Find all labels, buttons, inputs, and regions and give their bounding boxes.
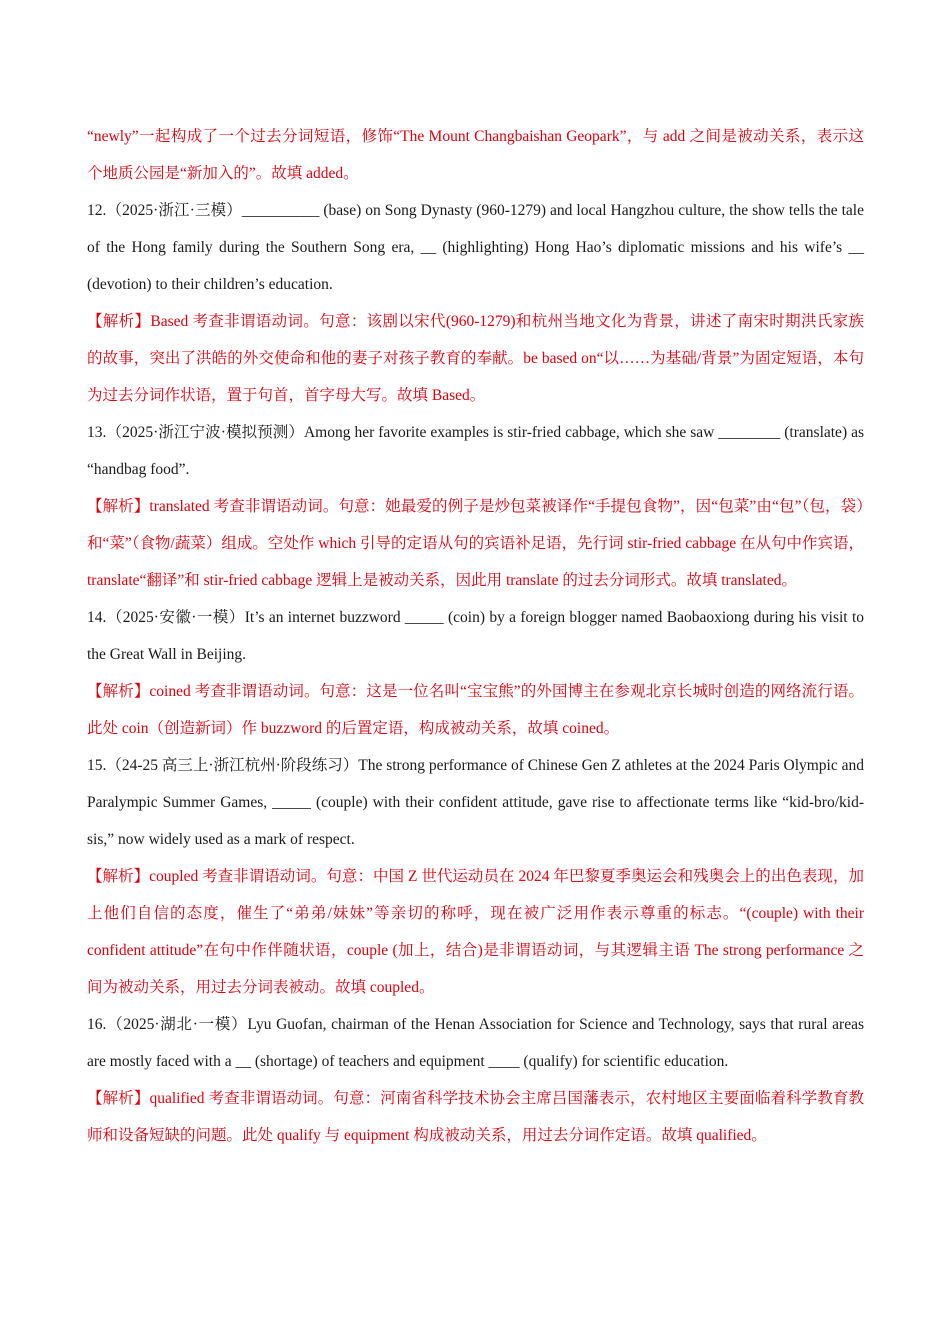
continued-explanation: “newly”一起构成了一个过去分词短语，修饰“The Mount Changbaishan Geopark”，与 add 之间是被动关系，表示这个地质公园是“新加入的”。故填 added。: [87, 128, 864, 182]
explanation-text: Based 考查非谓语动词。句意：该剧以宋代(960-1279)和杭州当地文化为背景，讲述了南宋时期洪氏家族的故事，突出了洪皓的外交使命和他的妻子对孩子教育的奉献。be based on“以……为基础/背景”为固定短语，本句为过去分词作状语，置于句首，首字母大写。故填 Based。: [87, 313, 864, 404]
question-15: 15.（24-25 高三上·浙江杭州·阶段练习）The strong performance of Chinese Gen Z athletes at the 2024 Paris Olympic and Paralympic Summer Games, _____ (couple) with their confident attitude, gave rise to affectionate terms like “kid-bro/kid-sis,” now widely used as a mark of respect.: [87, 757, 864, 848]
explanation-14: [87, 673, 864, 747]
explanation-text: coined 考查非谓语动词。句意：这是一位名叫“宝宝熊”的外国博主在参观北京长城时创造的网络流行语。此处 coin（创造新词）作 buzzword 的后置定语，构成被动关系，故填 coined。: [87, 683, 864, 737]
explanation-text: translated 考查非谓语动词。句意：她最爱的例子是炒包菜被译作“手提包食物”，因“包菜”由“包”（包，袋）和“菜”（食物/蔬菜）组成。空处作 which 引导的定语从句的宾语补足语，先行词 stir-fried cabbage 在从句中作宾语，translate“翻译”和 stir-fried cabbage 逻辑上是被动关系，因此用 translate 的过去分词形式。故填 translated。: [87, 498, 864, 589]
question-13: 13.（2025·浙江宁波·模拟预测）Among her favorite examples is stir-fried cabbage, which she saw ________ (translate) as “handbag food”.: [87, 424, 864, 478]
exercise-content: [87, 118, 864, 1154]
explanation-tag: 【解析】: [87, 498, 150, 515]
explanation-text: qualified 考查非谓语动词。句意：河南省科学技术协会主席吕国藩表示，农村地区主要面临着科学教育教师和设备短缺的问题。此处 qualify 与 equipment 构成被动关系，用过去分词作定语。故填 qualified。: [87, 1090, 864, 1144]
question-14: 14.（2025·安徽·一模）It’s an internet buzzword _____ (coin) by a foreign blogger named Baobaoxiong during his visit to the Great Wall in Beijing.: [87, 609, 864, 663]
explanation-tag: 【解析】: [87, 313, 151, 330]
question-16: 16.（2025·湖北·一模）Lyu Guofan, chairman of the Henan Association for Science and Technology, says that rural areas are mostly faced with a __ (shortage) of teachers and equipment ____ (qualify) for scientific education.: [87, 1016, 864, 1070]
explanation-tag: 【解析】: [87, 1090, 150, 1107]
explanation-15: [87, 858, 864, 1006]
explanation-text: coupled 考查非谓语动词。句意：中国 Z 世代运动员在 2024 年巴黎夏季奥运会和残奥会上的出色表现，加上他们自信的态度，催生了“弟弟/妹妹”等亲切的称呼，现在被广泛用作表示尊重的标志。“(couple) with their confident attitude”在句中作伴随状语，couple (加上，结合)是非谓语动词，与其逻辑主语 The strong performance 之间为被动关系，用过去分词表被动。故填 coupled。: [87, 868, 864, 996]
explanation-tag: 【解析】: [87, 683, 150, 700]
explanation-tag: 【解析】: [87, 868, 150, 885]
explanation-12: [87, 303, 864, 414]
explanation-13: [87, 488, 864, 599]
question-12: 12.（2025·浙江·三模）__________ (base) on Song Dynasty (960-1279) and local Hangzhou culture, the show tells the tale of the Hong family during the Southern Song era, __ (highlighting) Hong Hao’s diplomatic missions and his wife’s __ (devotion) to their children’s education.: [87, 202, 864, 293]
explanation-16: [87, 1080, 864, 1154]
